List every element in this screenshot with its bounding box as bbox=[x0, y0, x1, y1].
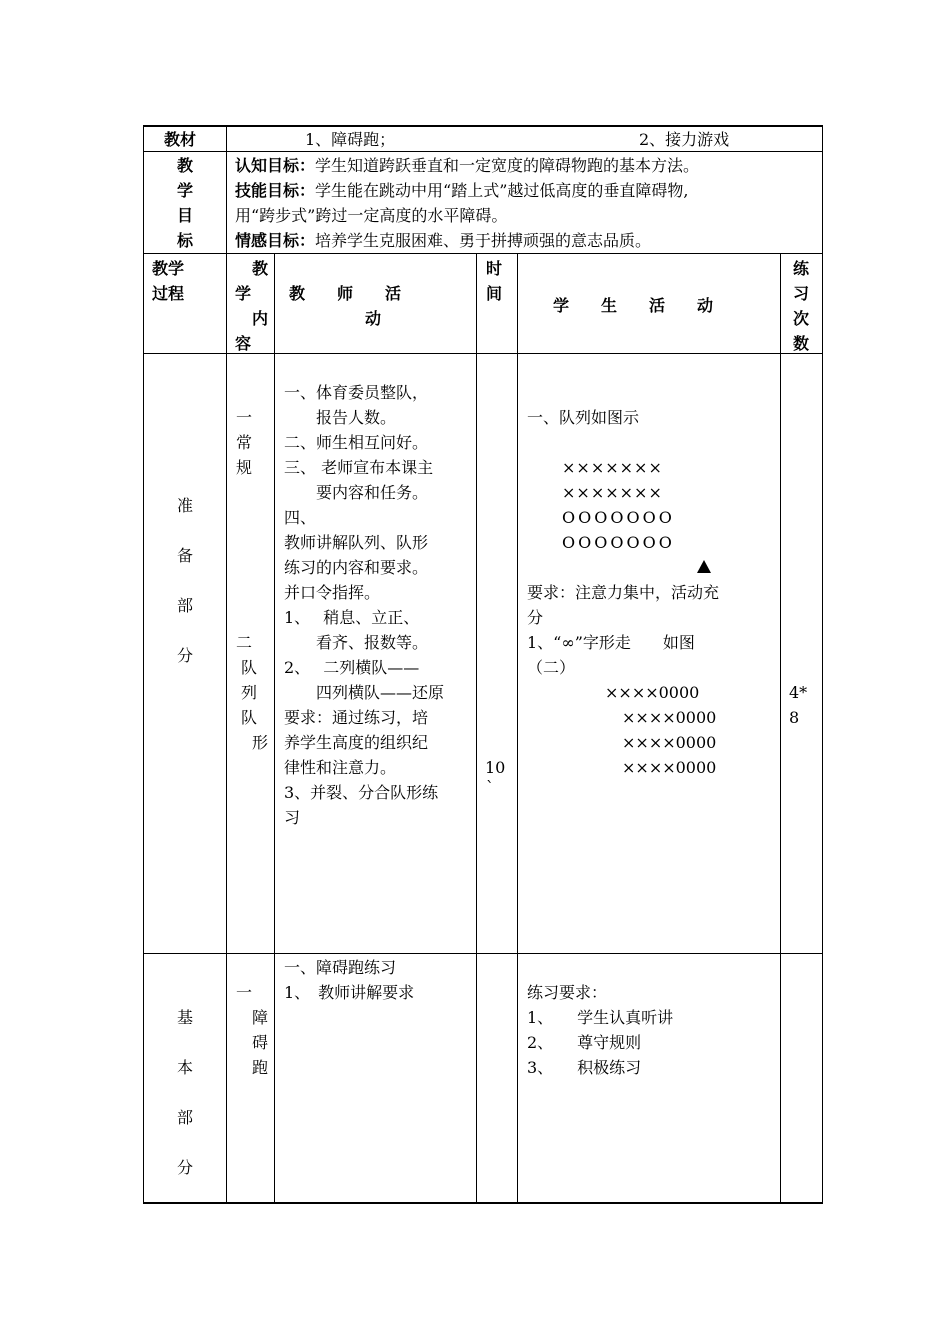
prep-teacher-line: 四列横队——还原 bbox=[284, 683, 445, 702]
formation-row: OOOOOOO bbox=[562, 508, 675, 527]
prep-teacher-line: 3、并裂、分合队形练 bbox=[284, 783, 439, 802]
header-time-2: 间 bbox=[486, 284, 503, 303]
basic-section-3: 部 bbox=[177, 1108, 194, 1127]
material-item-2: 2、接力游戏 bbox=[639, 130, 730, 149]
cognitive-label: 认知目标： bbox=[235, 156, 316, 175]
prep-requirement-1: 要求：注意力集中，活动充 bbox=[527, 583, 720, 602]
prep-section-2: 备 bbox=[177, 546, 194, 565]
prep-figure8-2: （二） bbox=[527, 658, 576, 677]
prep-teacher-line: 2、 二列横队—— bbox=[284, 658, 420, 677]
header-teacher-1: 教 师 活 bbox=[289, 284, 402, 303]
prep-content-b-4: 队 bbox=[241, 708, 258, 727]
prep-teacher-line: 习 bbox=[284, 808, 301, 827]
border-row2 bbox=[143, 253, 823, 254]
prep-section-1: 准 bbox=[177, 496, 194, 515]
border-col4 bbox=[517, 253, 518, 1203]
cognitive-objective bbox=[235, 153, 699, 178]
basic-teacher-1: 一、障碍跑练习 bbox=[284, 958, 397, 977]
border-right bbox=[822, 125, 823, 1203]
header-teacher-2: 动 bbox=[365, 309, 382, 328]
grid-row: ××××0000 bbox=[605, 683, 700, 702]
grid-row: ××××0000 bbox=[622, 733, 717, 752]
material-label: 教材 bbox=[164, 130, 197, 149]
prep-requirement-2: 分 bbox=[527, 608, 544, 627]
prep-teacher-line: 1、 稍息、立正、 bbox=[284, 608, 420, 627]
prep-teacher-line: 三、 老师宣布本课主 bbox=[284, 458, 434, 477]
prep-content-b-1: 二 bbox=[236, 633, 253, 652]
prep-reps-1: 4* bbox=[789, 683, 808, 702]
basic-student-line: 1、 学生认真听讲 bbox=[527, 1008, 674, 1027]
objectives-label-4: 标 bbox=[176, 231, 193, 250]
prep-section-4: 分 bbox=[177, 646, 194, 665]
prep-teacher-line: 教师讲解队列、队形 bbox=[284, 533, 429, 552]
prep-reps-2: 8 bbox=[789, 708, 800, 727]
prep-teacher-line: 报告人数。 bbox=[284, 408, 397, 427]
prep-teacher-line: 四、 bbox=[284, 508, 317, 527]
border-bottom bbox=[143, 1202, 823, 1204]
prep-teacher-line: 一、体育委员整队， bbox=[284, 383, 429, 402]
header-reps-1: 练 bbox=[793, 259, 810, 278]
border-row4 bbox=[143, 953, 823, 954]
border-col1 bbox=[226, 125, 227, 1203]
objectives-label-1: 教 bbox=[176, 156, 193, 175]
basic-section-2: 本 bbox=[177, 1058, 194, 1077]
skill-text-1: 学生能在跳动中用“踏上式”越过低高度的垂直障碍物, bbox=[315, 181, 689, 200]
skill-label: 技能目标： bbox=[235, 181, 316, 200]
emotion-objective bbox=[235, 228, 651, 253]
header-student: 学 生 活 动 bbox=[553, 296, 714, 315]
header-reps-3: 次 bbox=[793, 309, 810, 328]
skill-text-2: 用“跨步式”跨过一定高度的水平障碍。 bbox=[235, 206, 508, 225]
material-item-1: 1、障碍跑； bbox=[305, 130, 396, 149]
basic-section-4: 分 bbox=[177, 1158, 194, 1177]
objectives-label-3: 目 bbox=[176, 206, 193, 225]
basic-student-line: 2、 尊守规则 bbox=[527, 1033, 642, 1052]
header-process-2: 过程 bbox=[152, 284, 185, 303]
skill-objective bbox=[235, 178, 688, 203]
prep-section-3: 部 bbox=[177, 596, 194, 615]
prep-content-a-2: 常 bbox=[236, 433, 253, 452]
prep-time: 10 bbox=[485, 758, 506, 777]
basic-student-title: 练习要求： bbox=[527, 983, 608, 1002]
prep-student-title: 一、队列如图示 bbox=[527, 408, 640, 427]
prep-content-b-3: 列 bbox=[241, 683, 258, 702]
cognitive-text: 学生知道跨跃垂直和一定宽度的障碍物跑的基本方法。 bbox=[315, 156, 700, 175]
header-time-1: 时 bbox=[486, 259, 503, 278]
header-content-3: 内 bbox=[252, 309, 269, 328]
prep-teacher-line: 律性和注意力。 bbox=[284, 758, 397, 777]
basic-teacher-2: 1、 教师讲解要求 bbox=[284, 983, 415, 1002]
grid-row: ××××0000 bbox=[622, 758, 717, 777]
prep-figure8-1: 1、“∞”字形走 如图 bbox=[527, 633, 695, 652]
prep-content-b-5: 形 bbox=[252, 733, 269, 752]
border-col2 bbox=[274, 253, 275, 1203]
formation-row: OOOOOOO bbox=[562, 533, 675, 552]
basic-student-line: 3、 积极练习 bbox=[527, 1058, 642, 1077]
emotion-label: 情感目标： bbox=[235, 231, 316, 250]
header-reps-2: 习 bbox=[793, 284, 810, 303]
prep-teacher-line: 养学生高度的组织纪 bbox=[284, 733, 429, 752]
prep-teacher-line: 要内容和任务。 bbox=[284, 483, 429, 502]
basic-section-1: 基 bbox=[177, 1008, 194, 1027]
header-content-2: 学 bbox=[235, 284, 252, 303]
basic-content-4: 跑 bbox=[252, 1058, 269, 1077]
formation-row: ××××××× bbox=[562, 458, 663, 477]
prep-content-a-1: 一 bbox=[236, 408, 253, 427]
objectives-label-2: 学 bbox=[176, 181, 193, 200]
basic-content-1: 一 bbox=[236, 983, 253, 1002]
emotion-text: 培养学生克服困难、勇于拼搏顽强的意志品质。 bbox=[315, 231, 652, 250]
prep-teacher-line: 看齐、报数等。 bbox=[284, 633, 429, 652]
border-col3 bbox=[476, 253, 477, 1203]
prep-content-a-3: 规 bbox=[236, 458, 253, 477]
prep-teacher-line: 练习的内容和要求。 bbox=[284, 558, 429, 577]
prep-teacher-line: 二、师生相互问好。 bbox=[284, 433, 429, 452]
header-content-4: 容 bbox=[235, 334, 252, 353]
prep-time-mark: ` bbox=[486, 778, 494, 797]
prep-content-b-2: 队 bbox=[241, 658, 258, 677]
teacher-position-triangle-icon bbox=[697, 560, 711, 573]
border-col5 bbox=[780, 253, 781, 1203]
formation-row: ××××××× bbox=[562, 483, 663, 502]
header-process-1: 教学 bbox=[152, 259, 185, 278]
border-left bbox=[143, 125, 144, 1203]
basic-content-3: 碍 bbox=[252, 1033, 269, 1052]
prep-teacher-line: 并口令指挥。 bbox=[284, 583, 381, 602]
header-content-1: 教 bbox=[252, 259, 269, 278]
grid-row: ××××0000 bbox=[622, 708, 717, 727]
basic-content-2: 障 bbox=[252, 1008, 269, 1027]
prep-teacher-line: 要求：通过练习，培 bbox=[284, 708, 429, 727]
header-reps-4: 数 bbox=[793, 334, 810, 353]
